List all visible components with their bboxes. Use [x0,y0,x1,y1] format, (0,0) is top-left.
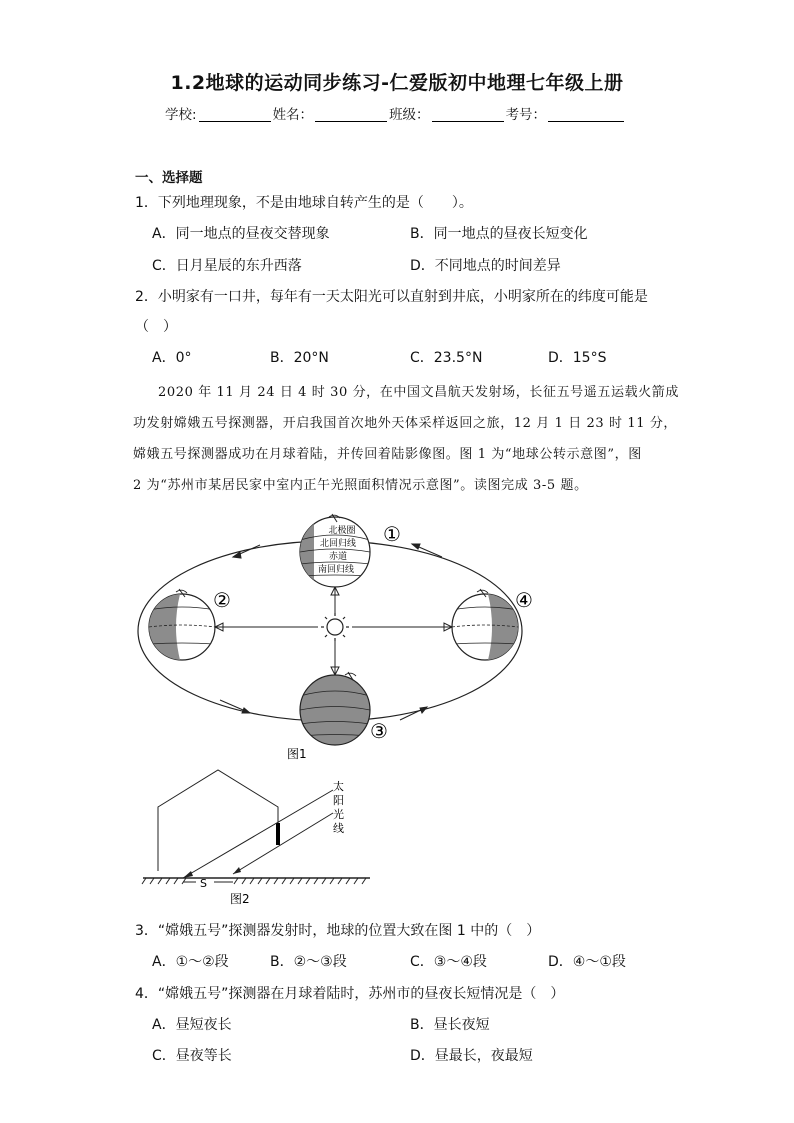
position-4-label: ④ [515,588,533,612]
q1-option-a[interactable]: A．同一地点的昼夜交替现象 [152,226,330,242]
label-tropic-of-cancer: 北回归线 [319,539,357,549]
question-2-stem-line2: （ ） [135,319,177,335]
q2-option-d[interactable]: D．15°S [548,350,607,366]
sunlit-area-label: S [200,877,207,890]
earth-position-4 [452,589,518,660]
class-label: 班级： [389,107,430,123]
passage-line-3: 嫦娥五号探测器成功在月球着陆，并传回着陆影像图。图 1 为“地球公转示意图”，图 [133,447,642,462]
q4-option-d[interactable]: D．昼最长，夜最短 [410,1048,533,1064]
class-blank[interactable] [432,106,504,122]
q4-option-c[interactable]: C．昼夜等长 [152,1048,232,1064]
earth-position-1 [300,514,370,587]
id-label: 考号： [505,107,547,123]
q3-option-b[interactable]: B．②～③段 [270,954,347,970]
figure-1-caption: 图1 [287,747,307,761]
page-title: 1.2地球的运动同步练习-仁爱版初中地理七年级上册 [170,72,624,94]
q3-option-c[interactable]: C．③～④段 [410,954,487,970]
earth-position-2 [149,589,215,660]
q1-option-d[interactable]: D．不同地点的时间差异 [410,258,561,274]
earth-position-3 [300,672,370,745]
name-blank[interactable] [315,106,387,122]
name-label: 姓名： [272,107,314,123]
passage-line-2: 功发射嫦娥五号探测器，开启我国首次地外天体采样返回之旅，12 月 1 日 23 时 11 分， [133,416,678,431]
q3-option-a[interactable]: A．①～②段 [152,954,229,970]
q1-option-b[interactable]: B．同一地点的昼夜长短变化 [410,226,588,242]
school-blank[interactable] [199,106,271,122]
sunlight-label-2: 阳 [333,794,344,807]
figure-2-house-sunlight [138,765,398,907]
sun-icon [321,613,349,641]
q3-option-d[interactable]: D．④～①段 [548,954,626,970]
question-4-stem: 4．“嫦娥五号”探测器在月球着陆时，苏州市的昼夜长短情况是（ ） [135,986,565,1002]
figure-1-earth-revolution [130,500,550,765]
section-heading: 一、选择题 [135,170,203,186]
position-1-label: ① [383,522,401,546]
label-tropic-of-capricorn: 南回归线 [317,565,355,575]
sunlight-label-1: 太 [333,780,344,793]
q4-option-b[interactable]: B．昼长夜短 [410,1017,490,1033]
q1-option-c[interactable]: C．日月星辰的东升西落 [152,258,302,274]
q2-option-a[interactable]: A．0° [152,350,192,366]
question-2-stem-line1: 2．小明家有一口井，每年有一天太阳光可以直射到井底，小明家所在的纬度可能是 [135,289,648,305]
position-2-label: ② [213,588,231,612]
student-info-line [165,103,626,123]
question-1-stem: 1．下列地理现象，不是由地球自转产生的是（ ）。 [135,195,473,211]
label-equator: 赤道 [328,552,348,562]
label-arctic-circle: 北极圈 [328,526,356,536]
passage-line-4: 2 为“苏州市某居民家中室内正午光照面积情况示意图”。读图完成 3-5 题。 [133,478,588,493]
passage-line-1: 2020 年 11 月 24 日 4 时 30 分，在中国文昌航天发射场，长征五号遥五运载火箭成 [158,385,679,400]
question-3-stem: 3．“嫦娥五号”探测器发射时，地球的位置大致在图 1 中的（ ） [135,923,541,939]
position-3-label: ③ [370,719,388,743]
id-blank[interactable] [548,106,624,122]
sunlight-label-4: 线 [333,822,344,835]
q4-option-a[interactable]: A．昼短夜长 [152,1017,232,1033]
figure-2-caption: 图2 [230,892,250,906]
school-label: 学校: [165,107,197,123]
sunlight-label-3: 光 [333,808,344,821]
q2-option-b[interactable]: B．20°N [270,350,329,366]
q2-option-c[interactable]: C．23.5°N [410,350,483,366]
